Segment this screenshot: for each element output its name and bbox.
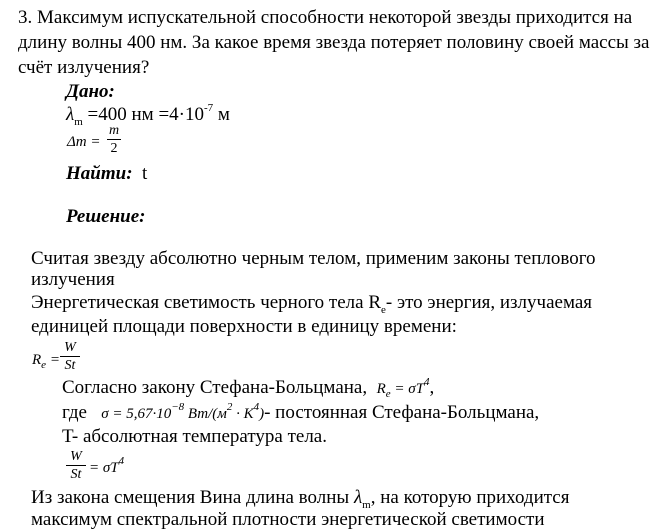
sigma-units-b: · K [232, 406, 254, 422]
p2-text-b: - это энергия, излучаемая [385, 292, 593, 313]
sigma-desc: - постоянная Стефана-Больцмана, [264, 402, 540, 423]
sigma-exp: −8 [171, 401, 185, 413]
sigma-units-exp: 2 [226, 401, 233, 413]
lambda-exponent: -7 [204, 101, 214, 114]
find-heading: Найти: [66, 163, 133, 184]
lambda-given [66, 101, 230, 128]
formula2-fraction [66, 449, 86, 482]
sb-line [62, 377, 434, 400]
sb-formula [376, 376, 430, 400]
formula1-numerator: W [64, 340, 76, 355]
p2-text-a: Энергетическая светимость черного тела R [31, 292, 381, 313]
sigma-units-exp2: 4 [253, 401, 260, 413]
formula1-R: R [32, 352, 42, 368]
dm-fraction [107, 123, 121, 156]
formula2-denominator: St [70, 467, 82, 482]
dm-numerator: m [108, 123, 120, 138]
sigma-where: где [62, 402, 87, 423]
wien-text-a: Из закона смещения Вина длина волны [31, 487, 354, 508]
dm-fraction-bar [107, 139, 121, 140]
lambda-subscript: m [74, 115, 83, 128]
lambda-symbol: λ [66, 104, 75, 125]
temperature-line: T- абсолютная температура тела. [62, 426, 327, 447]
sb-rhs: = σT [390, 381, 425, 397]
wien-text-b: , на которую приходится [370, 487, 570, 508]
lambda-value: =400 нм =4·10 [82, 104, 204, 125]
formula2-numerator: W [70, 449, 82, 464]
sigma-formula [101, 401, 265, 422]
lambda-unit: м [213, 104, 230, 125]
formula2-rhs [89, 455, 125, 477]
problem-line-2: длину волны 400 нм. За какое время звезда потеряет половину своей массы за [18, 32, 650, 53]
wien-line1 [31, 487, 569, 509]
dm-lhs: Δm = [67, 134, 101, 150]
formula1-sub: e [41, 359, 47, 371]
sb-R: R [376, 381, 386, 397]
find-row [66, 163, 147, 185]
formula2-bar [66, 465, 86, 466]
find-value: t [142, 163, 148, 184]
formula1-lhs [32, 352, 60, 369]
wien-line2: максимум спектральной плотности энергетической светимости [31, 509, 545, 530]
formula2-exp: 4 [118, 455, 125, 467]
dm-denominator: 2 [110, 141, 118, 156]
solution-p2-line2: единицей площади поверхности в единицу времени: [31, 316, 457, 337]
sigma-units-c: ) [259, 406, 265, 422]
formula1-bar [60, 356, 80, 357]
sb-exp: 4 [424, 376, 430, 388]
wien-sub: m [362, 498, 371, 511]
solution-p1-line2: излучения [31, 269, 115, 290]
wien-lambda: λ [353, 487, 363, 508]
formula1-eq: = [46, 352, 60, 368]
sigma-value: σ = 5,67·10 [101, 406, 172, 422]
sb-text: Согласно закону Стефана-Больцмана, [62, 377, 368, 398]
problem-line-1: 3. Максимум испускательной способности некоторой звезды приходится на [18, 7, 633, 28]
formula1-denominator: St [64, 358, 76, 373]
formula2-rhs-text: = σT [89, 460, 119, 476]
sb-sub: e [385, 388, 391, 400]
p2-subscript: e [381, 303, 386, 316]
sb-comma: , [429, 377, 435, 398]
solution-p2-line1 [31, 292, 592, 314]
problem-line-3: счёт излучения? [18, 57, 150, 78]
formula1-fraction [60, 340, 80, 373]
sigma-units: Вт/(м [184, 406, 227, 422]
given-heading: Дано: [66, 81, 115, 102]
sigma-line [62, 402, 539, 425]
solution-heading: Решение: [66, 206, 146, 227]
solution-p1-line1: Считая звезду абсолютно черным телом, применим законы теплового [31, 248, 596, 269]
